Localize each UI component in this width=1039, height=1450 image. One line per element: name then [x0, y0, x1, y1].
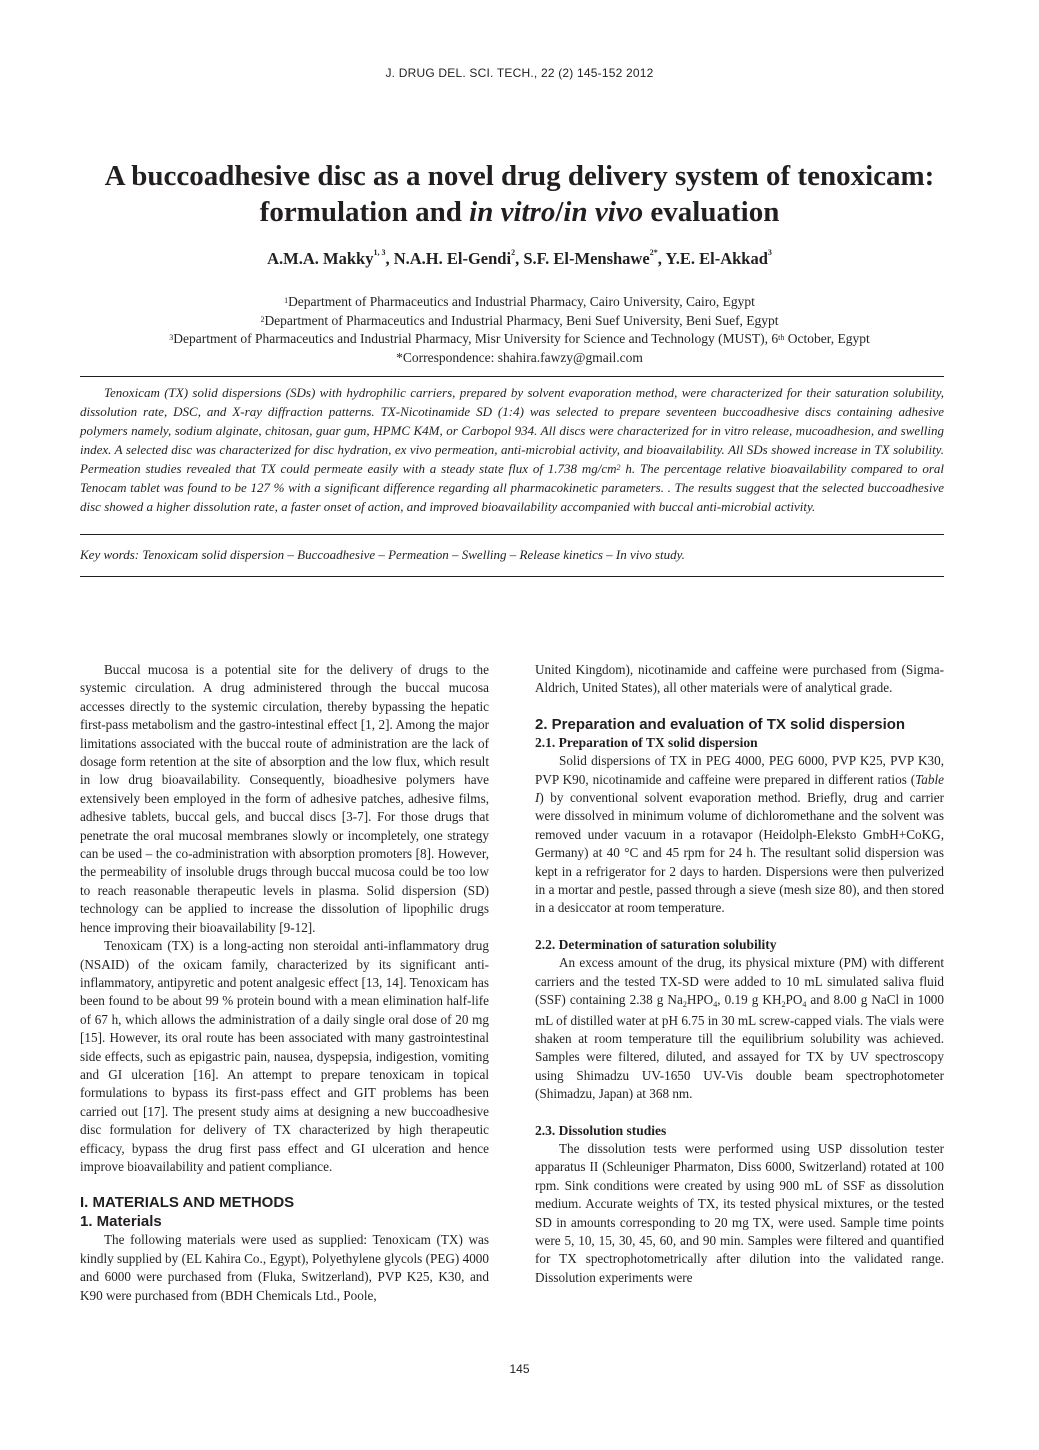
chemical-subscript: 2 — [682, 1000, 687, 1010]
title-italic-in-vitro: in vitro — [469, 196, 556, 228]
abstract — [80, 383, 944, 516]
author-affiliation-mark: 3 — [767, 248, 772, 257]
page-number: 145 — [509, 1362, 530, 1376]
affiliations — [0, 293, 1039, 367]
subsection-heading-materials: 1. Materials — [80, 1213, 162, 1231]
ordinal-suffix: th — [778, 333, 785, 342]
author — [394, 249, 524, 268]
running-head: J. DRUG DEL. SCI. TECH., 22 (2) 145-152 2012 — [385, 66, 654, 80]
affiliation-text: Department of Pharmaceutics and Industrial Pharmacy, Cairo University, Cairo, Egypt — [288, 294, 755, 309]
table-reference: Table I — [535, 771, 944, 806]
affiliation-1 — [0, 293, 1039, 312]
correspondence-email: *Correspondence: shahira.fawzy@gmail.com — [396, 349, 643, 365]
body-text: PO — [785, 992, 803, 1008]
body-paragraph: The dissolution tests were performed using USP dissolution tester apparatus II (Schleuniger Pharmaton, Diss 6000, Switzerland) rotated at 100 rpm. Sink conditions were created by using 900 mL of SSF as dissolution medium. Accurate weights of TX, its tested physical mixtures, or the tested SD in amounts corresponding to 20 mg TX, were used. Sample time points were 5, 10, 15, 30, 45, 60, and 90 min. Samples were filtered and quantified for TX spectrophotometrically after dilution into the validated range. Dissolution experiments were — [535, 1140, 944, 1285]
affiliation-mark: 3 — [169, 333, 174, 342]
body-text: Solid dispersions of TX in PEG 4000, PEG 6000, PVP K25, PVP K30, PVP K90, nicotinamide and caffeine were prepared in different ratios ( — [535, 753, 944, 787]
title-slash: / — [555, 196, 564, 228]
title-text: formulation and — [259, 196, 470, 228]
divider-rule — [80, 376, 944, 377]
affiliation-mark: 1 — [284, 296, 289, 305]
abstract-text: h. The percentage relative bioavailability compared to oral Tenocam tablet was found to be 127 % with a significant difference regarding all pharmacokinetic parameters. . The results suggest that the selected buccoadhesive disc showed a higher dissolution rate, a faster onset of action, and improved bioavailability accompanied with buccal anti-microbial activity. — [80, 461, 944, 514]
author-separator: , — [385, 249, 394, 268]
body-paragraph: The following materials were used as supplied: Tenoxicam (TX) was kindly supplied by (EL Kahira Co., Egypt), Polyethylene glycols (PEG) 4000 and 6000 were purchased from (Fluka, Switzerland), PVP K25, K30, and K90 were purchased from (BDH Chemicals Ltd., Poole, — [80, 1232, 489, 1303]
author — [665, 249, 772, 268]
left-column — [80, 661, 489, 1305]
body-text: HPO — [686, 992, 714, 1008]
divider-rule — [80, 576, 944, 577]
spacer — [80, 1176, 489, 1193]
body-paragraph: Tenoxicam (TX) is a long-acting non steroidal anti-inflammatory drug (NSAID) of the oxicam family, characterized by its significant anti-inflammatory, antipyretic and potent analgesic effect [13, 14]. Tenoxicam has been found to be about 99 % protein bound with a mean elimination half-life of 67 h, which allows the administration of a daily single oral dose of 20 mg [15]. However, its oral route has been associated with many gastrointestinal side effects, such as epigastric pain, nausea, dyspepsia, indigestion, vomiting and GI ulceration [16]. An attempt to prepare tenoxicam in topical formulations to bypass its first-pass effect and GIT problems has been carried out [17]. The present study aims at designing a new buccoadhesive disc formulation for delivery of TX characterized by high therapeutic efficacy, bypass the drug first pass effect and GI ulceration and hence improve bioavailability and patient compliance. — [80, 938, 489, 1174]
chemical-subscript: 4 — [802, 1000, 807, 1010]
affiliation-text: Department of Pharmaceutics and Industrial Pharmacy, Beni Suef University, Beni Suef, Egypt — [264, 312, 779, 328]
author-name: S.F. El-Menshawe — [523, 249, 650, 268]
subsection-heading-2-1: 2.1. Preparation of TX solid dispersion — [535, 734, 758, 750]
right-column — [535, 661, 944, 1287]
paper-title — [60, 158, 979, 230]
author-list — [0, 249, 1039, 269]
author — [267, 249, 394, 268]
keywords: Key words: Tenoxicam solid dispersion – Buccoadhesive – Permeation – Swelling – Release kinetics – In vivo study. — [80, 547, 685, 562]
title-text: evaluation — [643, 196, 780, 228]
section-heading-methods: I. MATERIALS AND METHODS — [80, 1194, 295, 1212]
body-paragraph — [535, 954, 944, 1103]
author-name: N.A.H. El-Gendi — [393, 249, 512, 268]
title-line-1: A buccoadhesive disc as a novel drug delivery system of tenoxicam: — [104, 160, 935, 192]
section-heading-preparation: 2. Preparation and evaluation of TX solid dispersion — [535, 715, 906, 733]
body-text: An excess amount of the drug, its physical mixture (PM) with different carriers and the tested TX-SD were added to 10 mL simulated saliva fluid (SSF) containing 2.38 g Na — [535, 955, 944, 1008]
subsection-heading-2-2: 2.2. Determination of saturation solubility — [535, 936, 777, 952]
author-affiliation-mark: 1, 3 — [373, 248, 386, 257]
affiliation-3 — [0, 330, 1039, 349]
title-italic-in-vivo: in vivo — [563, 196, 644, 228]
body-paragraph — [535, 752, 944, 918]
title-line-2 — [260, 196, 780, 228]
author — [523, 249, 665, 268]
body-text: ) by conventional solvent evaporation method. Briefly, drug and carrier were dissolved in minimum volume of dichloromethane and the solvent was removed under vacuum in a rotavapor (Heidolph-Eleksto GmbH+CoKG, Germany) at 40 °C and 45 rpm for 24 h. The resultant solid dispersion was kept in a refrigerator for 2 days to harden. Dispersions were then pulverized in a mortar and pestle, passed through a sieve (mesh size 80), and then stored in a desiccator at room temperature. — [535, 790, 944, 916]
chemical-subscript: 4 — [713, 1000, 718, 1010]
abstract-text: Tenoxicam (TX) solid dispersions (SDs) with hydrophilic carriers, prepared by solvent evaporation method, were characterized for their saturation solubility, dissolution rate, DSC, and X-ray diffraction patterns. TX-Nicotinamide SD (1:4) was selected to prepare seventeen buccoadhesive discs containing adhesive polymers namely, sodium alginate, chitosan, guar gum, HPMC K4M, or Carbopol 934. All discs were characterized for in vitro release, mucoadhesion, and swelling index. A selected disc was characterized for disc hydration, ex vivo permeation, anti-microbial activity, and bioavailability. All SDs showed increase in TX solubility. Permeation studies revealed that TX could permeate easily with a steady state flux of 1.738 mg/cm — [80, 385, 944, 476]
author-separator: , — [515, 249, 524, 268]
subsection-heading-2-3: 2.3. Dissolution studies — [535, 1122, 667, 1138]
body-text: , 0.19 g KH — [717, 992, 782, 1008]
body-paragraph: United Kingdom), nicotinamide and caffeine were purchased from (Sigma-Aldrich, United States), all other materials were of analytical grade. — [535, 662, 944, 696]
affiliation-2 — [0, 312, 1039, 331]
divider-rule — [80, 534, 944, 535]
author-name: Y.E. El-Akkad — [665, 249, 768, 268]
author-affiliation-mark: 2 — [511, 248, 516, 257]
spacer — [535, 918, 944, 936]
spacer — [535, 1104, 944, 1122]
chemical-subscript: 2 — [781, 1000, 786, 1010]
body-text: and 8.00 g NaCl in 1000 mL of distilled water at pH 6.75 in 30 mL screw-capped vials. The vials were shaken at room temperature till the equilibrium solubility was achieved. Samples were filtered, diluted, and assayed for TX by UV spectroscopy using Shimadzu UV-1650 UV-Vis double beam spectrophotometer (Shimadzu, Japan) at 368 nm. — [535, 992, 944, 1102]
unit-superscript: 2 — [616, 463, 621, 472]
body-paragraph: Buccal mucosa is a potential site for the delivery of drugs to the systemic circulation. A drug administered through the buccal mucosa accesses directly to the systemic circulation, thereby bypassing the hepatic first-pass metabolism and the gastro-intestinal effect [1, 2]. Among the major limitations associated with the buccal route of administration are the lack of dosage form retention at the site of absorption and the low flux, which result in low drug bioavailability. Consequently, bioadhesive polymers have extensively been employed in the form of adhesive patches, adhesive films, adhesive tablets, buccal gels, and buccal discs [3-7]. For those drugs that penetrate the oral mucosal membranes slowly or incompletely, one strategy can be used – the co-administration with absorption promoters [8]. However, the permeability of insoluble drugs through buccal mucosa could be too low to reach reasonable therapeutic levels in plasma. Solid dispersion (SD) technology can be applied to increase the dissolution of lipophilic drugs hence improving their bioavailability [9-12]. — [80, 662, 489, 935]
author-affiliation-mark: 2* — [649, 248, 658, 257]
affiliation-text: October, Egypt — [784, 331, 870, 346]
affiliation-mark: 2 — [260, 314, 265, 324]
spacer — [535, 698, 944, 715]
author-separator: , — [657, 249, 666, 268]
author-name: A.M.A. Makky — [267, 249, 374, 268]
affiliation-text: Department of Pharmaceutics and Industrial Pharmacy, Misr University for Science and Technology (MUST), 6 — [173, 331, 779, 346]
